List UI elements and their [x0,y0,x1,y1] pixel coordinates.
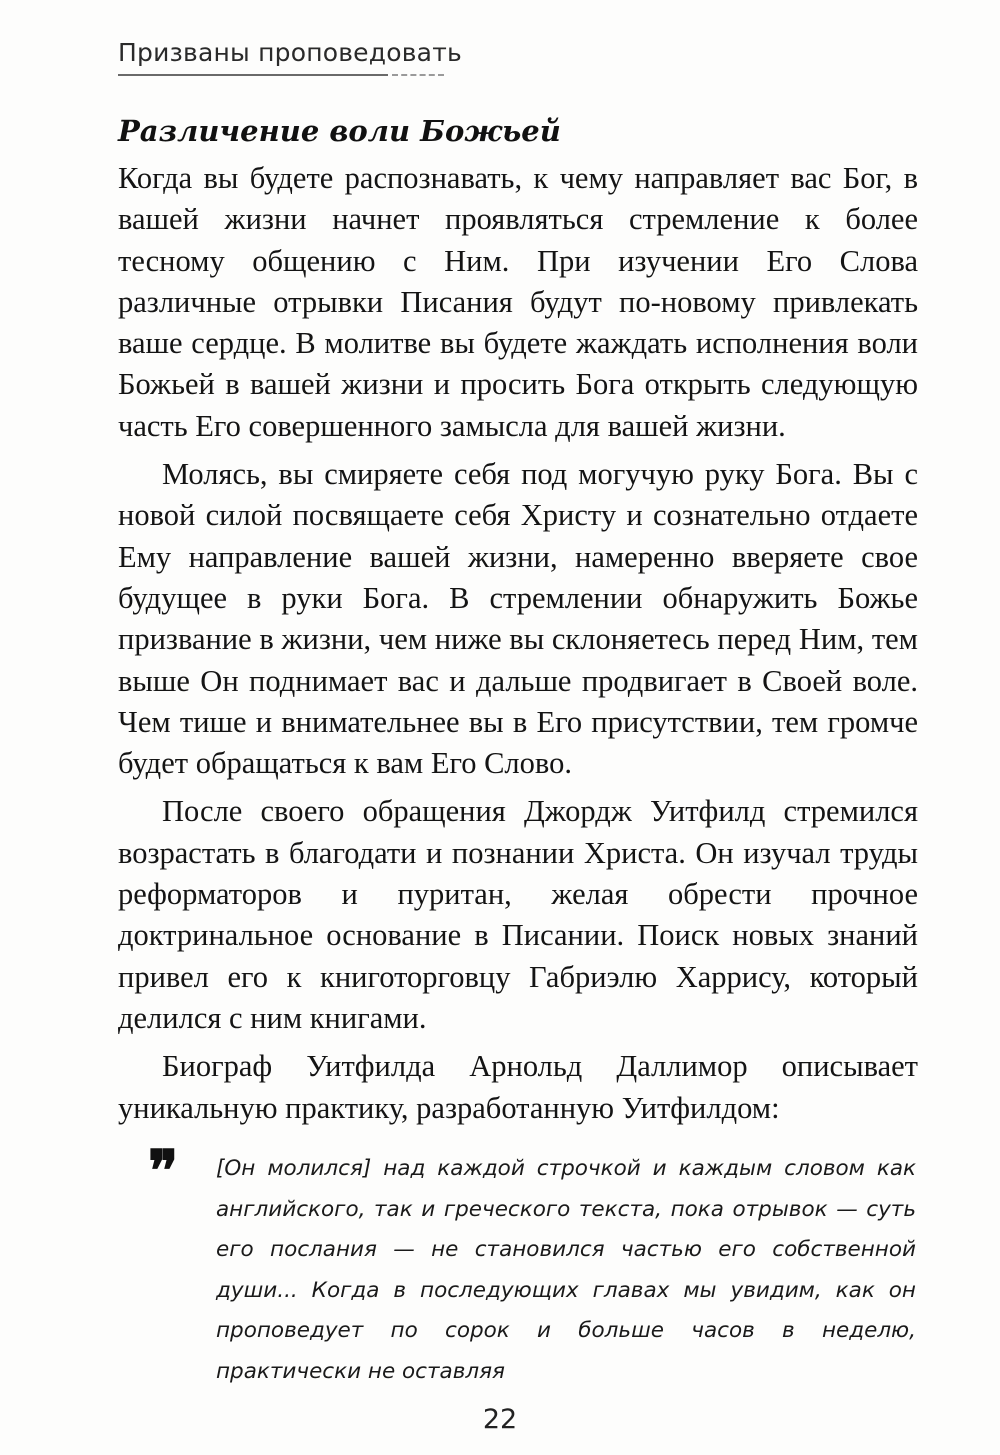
running-head-title: Призваны проповедовать [118,38,462,67]
paragraph: После своего обращения Джордж Уитфилд стремился возрастать в благодати и познании Христа. Он изучал труды реформаторов и пуритан, желая обрести прочное доктринальное основание в Писании. Поиск новых знаний привел его к книготорговцу Габриэлю Харрису, который делился с ним книгами. [118,794,918,1035]
body-text [118,158,918,1136]
paragraph: Биограф Уитфилда Арнольд Даллимор описывает уникальную практику, разработанную Уитфилдом: [118,1049,918,1125]
quotation-mark-icon: ❞ [148,1138,179,1204]
page-number: 22 [482,1404,518,1435]
paragraph: Молясь, вы смиряете себя под могучую руку Бога. Вы с новой силой посвящаете себя Христу и сознательно отдаете Ему направление вашей жизни, намеренно вверяете свое будущее в руки Бога. В стремлении обнаружить Божье призвание в жизни, чем ниже вы склоняетесь перед Ним, тем выше Он поднимает вас и дальше продвигает в Своей воле. Чем тише и внимательнее вы в Его присутствии, тем громче будет обращаться к вам Его Слово. [118,457,918,781]
header-rule-tail [392,74,444,76]
header-rule [118,74,388,76]
quote-text: [Он молился] над каждой строчкой и каждым словом как английского, так и греческого текста, пока отрывок — суть его послания — не становился частью его собственной души... Когда в последующих главах мы увидим, как он проповедует по сорок и больше часов в неделю, практически не оставляя [216,1156,916,1384]
section-title: Различение воли Божьей [118,114,561,148]
paragraph: Когда вы будете распознавать, к чему направляет вас Бог, в вашей жизни начнет проявляться стремление к более тесному общению с Ним. При изучении Его Слова различные отрывки Писания будут по-новому привлекать ваше сердце. В молитве вы будете жаждать исполнения воли Божьей в вашей жизни и просить Бога открыть следующую часть Его совершенного замысла для вашей жизни. [118,161,918,443]
